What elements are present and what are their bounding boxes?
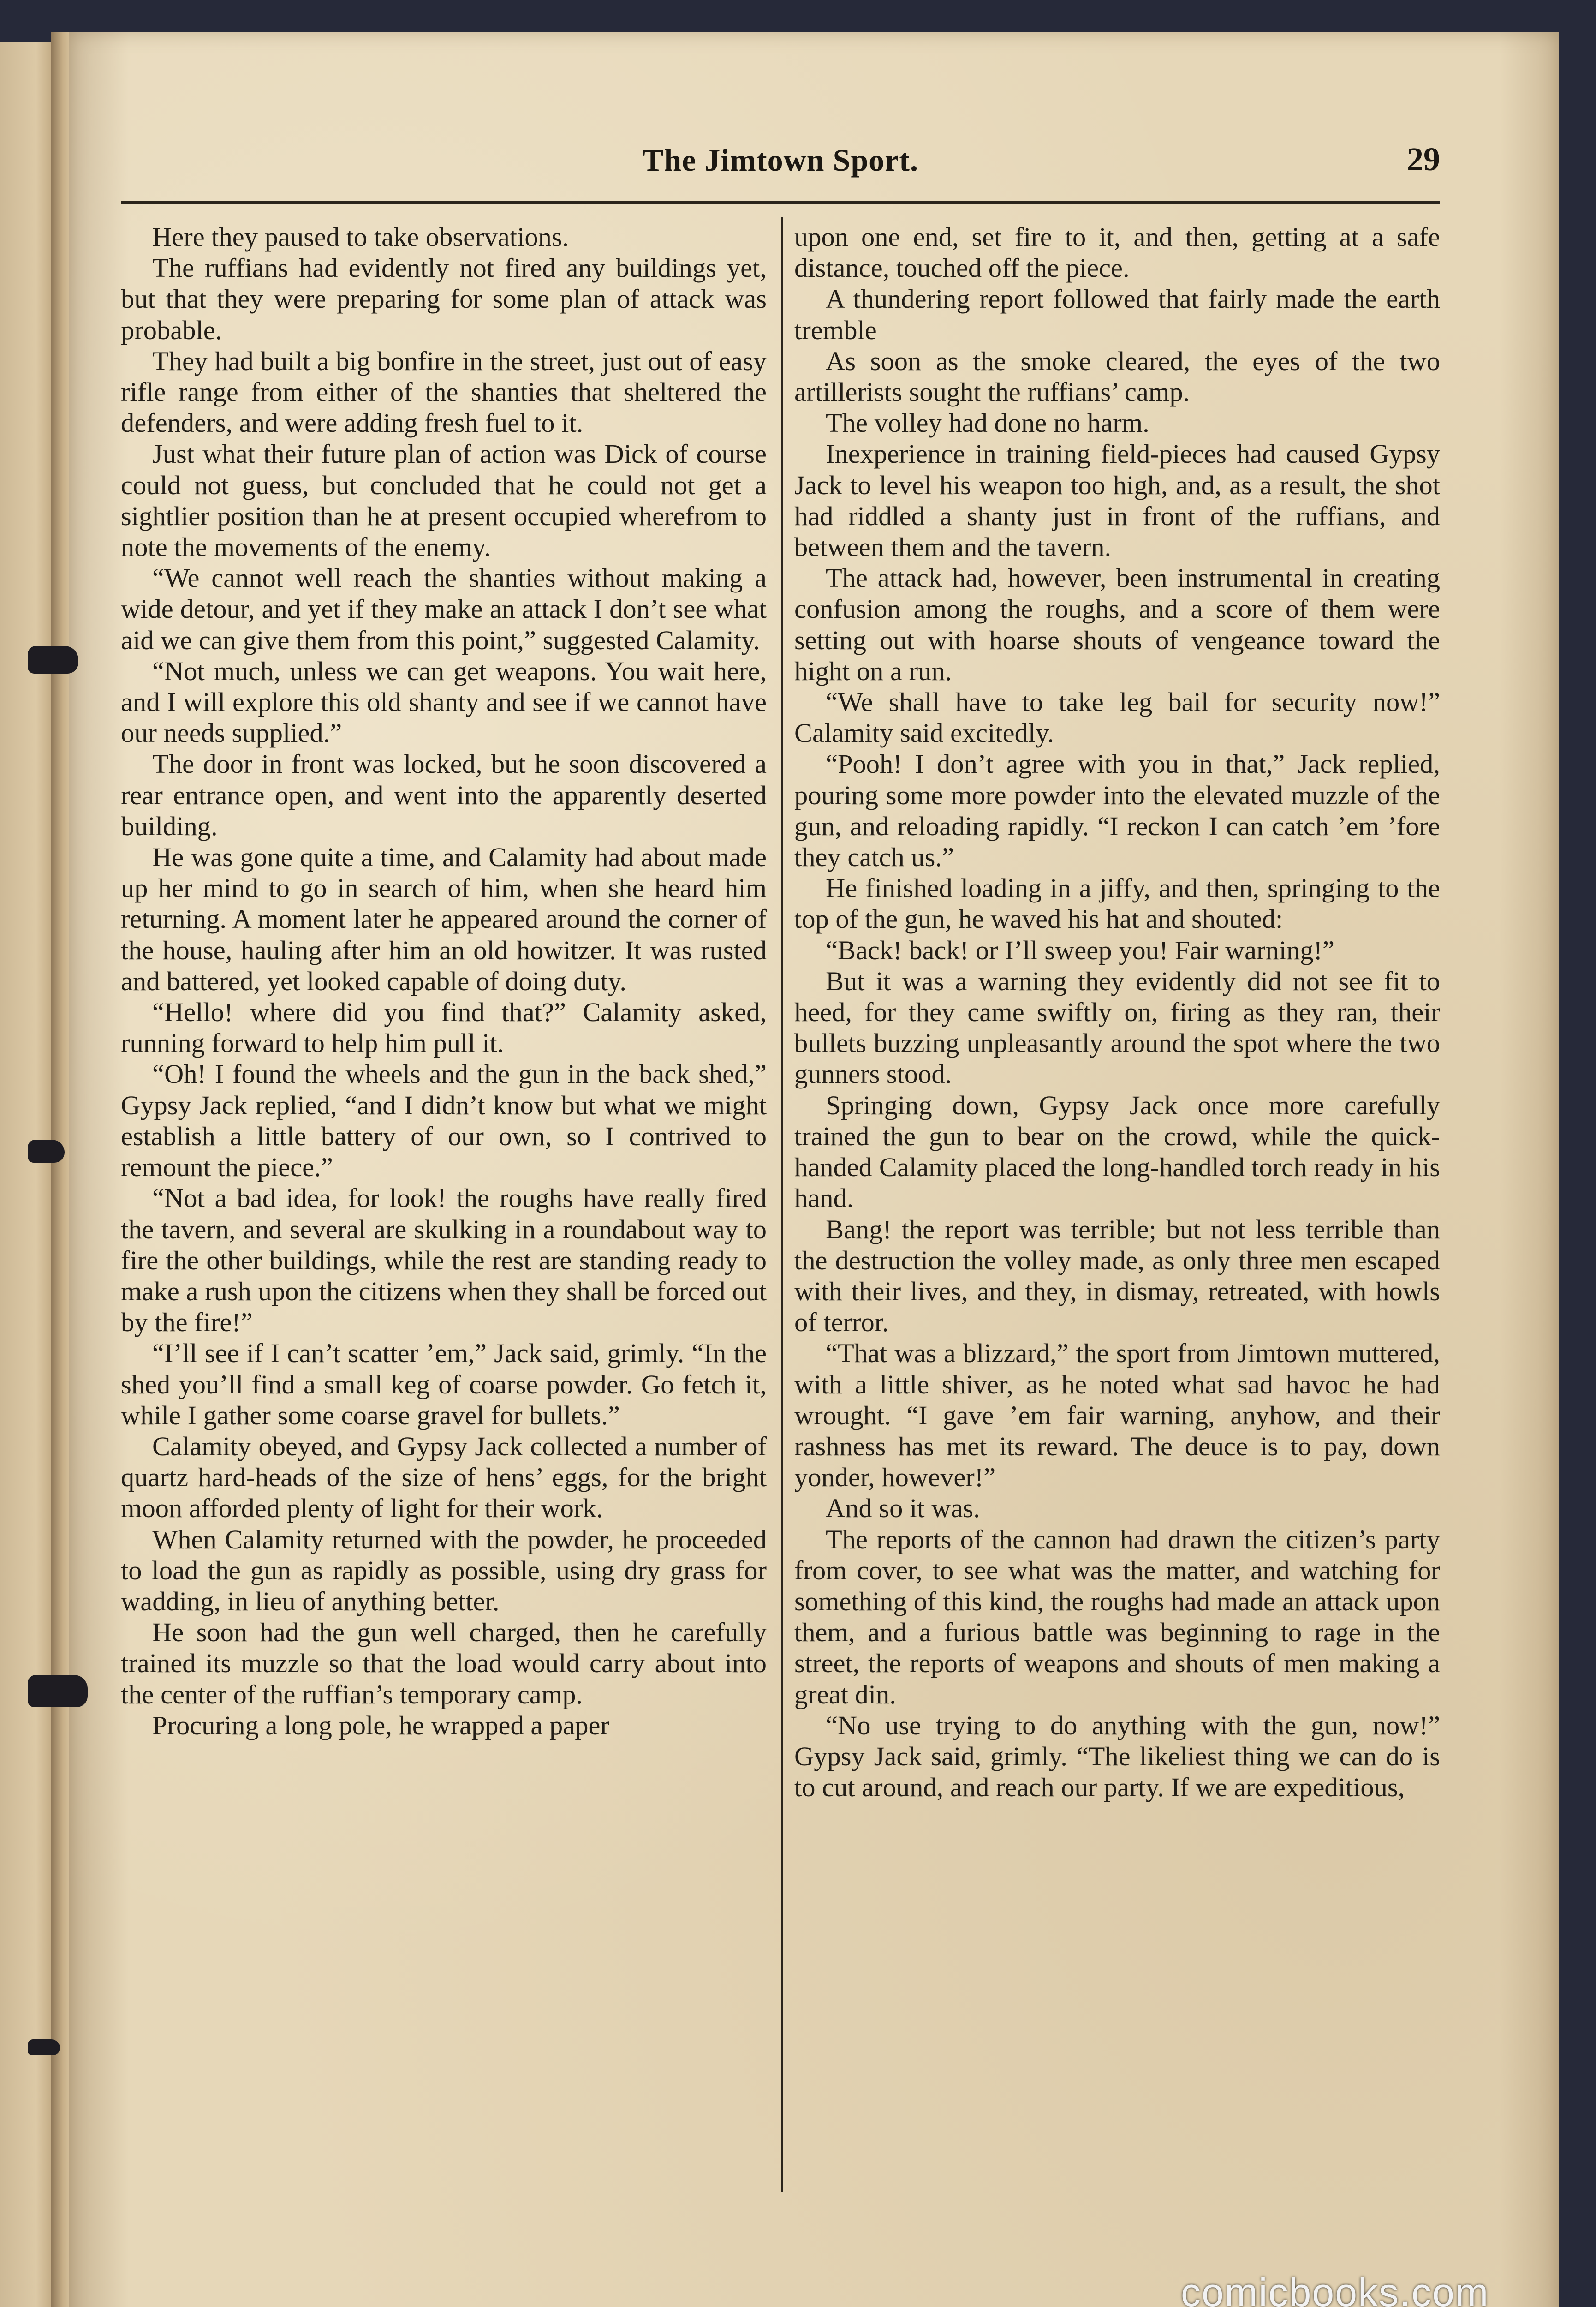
paragraph: The door in front was locked, but he soon discovered a rear entrance open, and went into the apparently deserted building. [121,749,767,841]
paragraph: Procuring a long pole, he wrapped a paper [152,1710,609,1740]
paragraph: The attack had, however, been instrumental in creating confusion among the roughs, and a score of them were setting out with hoarse shouts of vengeance toward the hight on a run. [794,563,1440,686]
paragraph: “We shall have to take leg bail for security now!” Calamity said excitedly. [794,687,1440,748]
paragraph: “Pooh! I don’t agree with you in that,” Jack replied, pouring some more powder into the elevated muzzle of the gun, and reloading rapidly. “I reckon I can catch ’em ’fore they catch us.” [794,749,1440,873]
paragraph: The volley had done no harm. [826,408,1149,438]
column-divider [781,217,783,2192]
paragraph: “Oh! I found the wheels and the gun in the back shed,” Gypsy Jack replied, “and I didn’t know but what we might establish a little battery of our own, so I contrived to remount the piece.” [121,1059,767,1183]
paragraph: Calamity obeyed, and Gypsy Jack collected a number of quartz hard-heads of the size of hens’ eggs, for the bright moon afforded plenty of light for their work. [121,1431,767,1524]
paragraph: And so it was. [826,1493,980,1524]
paragraph: “Not much, unless we can get weapons. You wait here, and I will explore this old shanty and see if we cannot have our needs supplied.” [121,656,767,748]
page-number: 29 [1407,141,1440,178]
paragraph: “That was a blizzard,” the sport from Jimtown muttered, with a little shiver, as he noted what sad havoc he had wrought. “I gave ’em fair warning, anyhow, and their rashness has met its reward. The deuce is to pay, down yonder, however!” [794,1338,1440,1493]
paragraph: As soon as the smoke cleared, the eyes of the two artillerists sought the ruffians’ camp. [794,346,1440,407]
paragraph: When Calamity returned with the powder, he proceeded to load the gun as rapidly as possible, using dry grass for wadding, in lieu of anything better. [121,1524,767,1616]
running-title: The Jimtown Sport. [643,143,918,178]
paragraph: Bang! the report was terrible; but not less terrible than the destruction the volley made, as only three men escaped with their lives, and they, in dismay, retreated, with howls of terror. [794,1214,1440,1338]
paragraph: He soon had the gun well charged, then he carefully trained its muzzle so that the load would carry about into the center of the ruffian’s temporary camp. [121,1617,767,1709]
paragraph: “Not a bad idea, for look! the roughs have really fired the tavern, and several are skulking in a roundabout way to fire the other buildings, while the rest are standing ready to make a rush upon the citizens when they shall be forced out by the fire!” [121,1183,767,1338]
paragraph: The reports of the cannon had drawn the citizen’s party from cover, to see what was the matter, and watching for something of this kind, the roughs had made an attack upon them, and a furious battle was beginning to rage in the street, the reports of weapons and shouts of men making a great din. [794,1524,1440,1709]
paragraph: But it was a warning they evidently did not see fit to heed, for they came swiftly on, firing as they ran, their bullets buzzing unpleasantly around the spot where the two gunners stood. [794,966,1440,1089]
running-header [121,138,1440,194]
binding-hole [28,1140,65,1163]
left-text-column [121,221,767,1741]
paragraph: He was gone quite a time, and Calamity had about made up her mind to go in search of him, when she heard him returning. A moment later he appeared around the corner of the house, hauling after him an old howitzer. It was rusted and battered, yet looked capable of doing duty. [121,842,767,996]
paragraph: “Hello! where did you find that?” Calamity asked, running forward to help him pull it. [121,997,767,1058]
paragraph: “Back! back! or I’ll sweep you! Fair warning!” [826,935,1334,965]
right-text-column [794,221,1440,1803]
binding-hole [28,2039,60,2055]
paragraph: Just what their future plan of action was Dick of course could not guess, but concluded that he could not get a sightlier position than he at present occupied wherefrom to note the movements of the enemy. [121,439,767,562]
paragraph: The ruffians had evidently not fired any buildings yet, but that they were preparing for some plan of attack was probable. [121,253,767,345]
paragraph: He finished loading in a jiffy, and then, springing to the top of the gun, he waved his hat and shouted: [794,873,1440,934]
paragraph: “No use trying to do anything with the gun, now!” Gypsy Jack said, grimly. “The likeliest thing we can do is to cut around, and reach our party. If we are expeditious, [794,1710,1440,1803]
paragraph: Springing down, Gypsy Jack once more carefully trained the gun to bear on the crowd, while the quick-handed Calamity placed the long-handled torch ready in his hand. [794,1090,1440,1213]
paragraph: A thundering report followed that fairly made the earth tremble [794,284,1440,345]
watermark: comicbooks.com [1181,2271,1489,2307]
header-rule [121,201,1440,204]
binding-hole [28,646,78,674]
paragraph: upon one end, set fire to it, and then, getting at a safe distance, touched off the piece. [794,222,1440,283]
paragraph: “We cannot well reach the shanties without making a wide detour, and yet if they make an attack I don’t see what aid we can give them from this point,” suggested Calamity. [121,563,767,655]
paragraph: Here they paused to take observations. [152,222,569,252]
paragraph: Inexperience in training field-pieces had caused Gypsy Jack to level his weapon too high, and, as a result, the shot had riddled a shanty just in front of the ruffians, and between them and the tavern. [794,439,1440,562]
binding-hole [28,1675,88,1707]
paragraph: They had built a big bonfire in the street, just out of easy rifle range from either of the shanties that sheltered the defenders, and were adding fresh fuel to it. [121,346,767,438]
paragraph: “I’ll see if I can’t scatter ’em,” Jack said, grimly. “In the shed you’ll find a small keg of coarse powder. Go fetch it, while I gather some coarse gravel for bullets.” [121,1338,767,1430]
